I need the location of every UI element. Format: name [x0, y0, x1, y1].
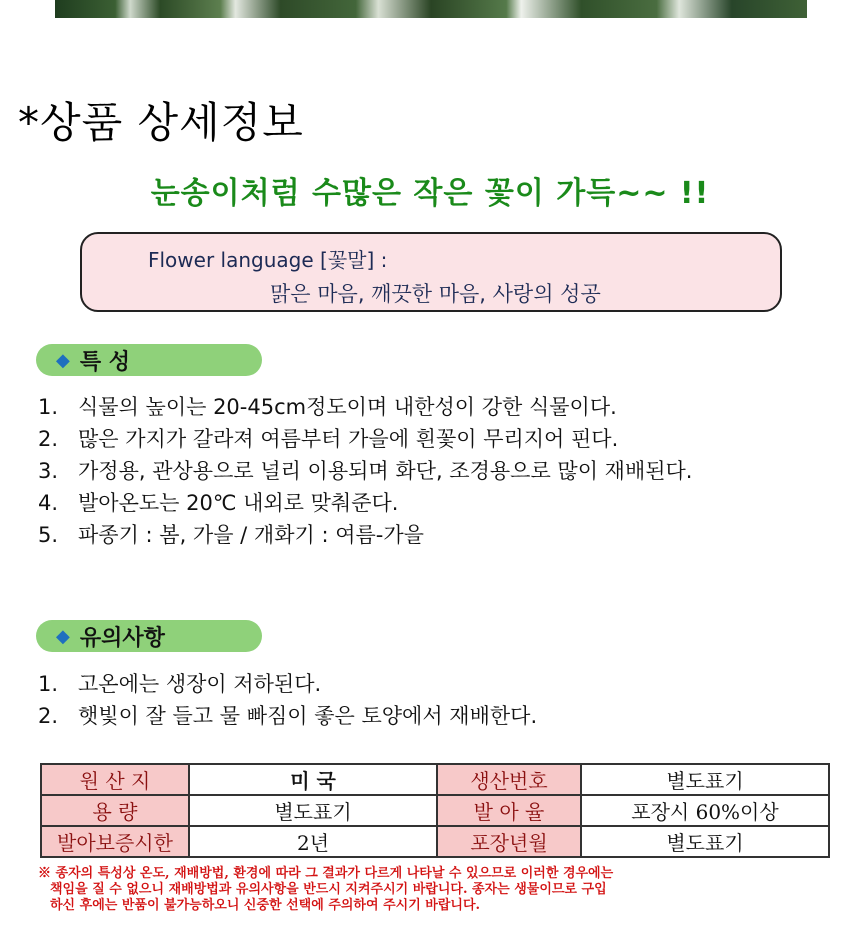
list-item — [38, 423, 828, 455]
list-item — [38, 668, 828, 700]
headline: 눈송이처럼 수많은 작은 꽃이 가득~~ !! — [150, 176, 710, 211]
features-heading-pill — [36, 344, 262, 376]
table-label-cell: 용 량 — [41, 795, 189, 826]
notice-line: 책임을 질 수 없으니 재배방법과 유의사항을 반드시 지켜주시기 바랍니다. 종자는 생물이므로 구입 — [50, 882, 607, 897]
notice-line: ※ 종자의 특성상 온도, 재배방법, 환경에 따라 그 결과가 다르게 나타날 수 있으므로 이러한 경우에는 — [38, 866, 614, 881]
cautions-heading: 유의사항 — [79, 625, 165, 651]
diamond-bullet-icon: ◆ — [56, 349, 70, 371]
cautions-heading-pill — [36, 620, 262, 652]
item-number: 2. — [38, 704, 59, 728]
table-label-cell: 생산번호 — [437, 764, 581, 795]
table-value-cell: 2년 — [189, 826, 437, 857]
table-value-cell: 별도표기 — [189, 795, 437, 826]
item-text: 파종기 : 봄, 가을 / 개화기 : 여름-가을 — [78, 523, 424, 547]
table-label-cell: 발 아 율 — [437, 795, 581, 826]
table-row — [41, 795, 829, 826]
section-title: *상품 상세정보 — [18, 98, 304, 147]
table-value-cell: 별도표기 — [581, 764, 829, 795]
list-item — [38, 391, 828, 423]
item-text: 고온에는 생장이 저하된다. — [78, 672, 322, 696]
item-text: 식물의 높이는 20-45cm정도이며 내한성이 강한 식물이다. — [78, 395, 617, 419]
item-number: 5. — [38, 523, 59, 547]
item-number: 2. — [38, 427, 59, 451]
product-info-table — [40, 763, 830, 858]
table-value-cell: 포장시 60%이상 — [581, 795, 829, 826]
item-text: 발아온도는 20℃ 내외로 맞춰준다. — [78, 491, 399, 515]
table-label-cell: 포장년월 — [437, 826, 581, 857]
list-item — [38, 487, 828, 519]
table-value-cell: 별도표기 — [581, 826, 829, 857]
table-row — [41, 764, 829, 795]
disclaimer-notice — [38, 866, 838, 914]
notice-line: 하신 후에는 반품이 불가능하오니 신중한 선택에 주의하여 주시기 바랍니다. — [50, 898, 481, 913]
flower-language-meaning: 맑은 마음, 깨끗한 마음, 사랑의 성공 — [270, 282, 601, 306]
item-number: 4. — [38, 491, 59, 515]
features-heading: 특 성 — [79, 349, 131, 375]
item-text: 가정용, 관상용으로 널리 이용되며 화단, 조경용으로 많이 재배된다. — [78, 459, 693, 483]
table-label-cell: 발아보증시한 — [41, 826, 189, 857]
item-number: 1. — [38, 672, 59, 696]
item-number: 1. — [38, 395, 59, 419]
list-item — [38, 519, 828, 551]
flower-language-label: Flower language [꽃말] : — [148, 248, 388, 272]
list-item — [38, 700, 828, 732]
table-row — [41, 826, 829, 857]
item-text: 햇빛이 잘 들고 물 빠짐이 좋은 토양에서 재배한다. — [78, 704, 538, 728]
item-text: 많은 가지가 갈라져 여름부터 가을에 흰꽃이 무리지어 핀다. — [78, 427, 619, 451]
table-value-cell: 미 국 — [189, 764, 437, 795]
cautions-list — [38, 668, 828, 732]
product-photo-strip — [55, 0, 807, 18]
table-label-cell: 원 산 지 — [41, 764, 189, 795]
list-item — [38, 455, 798, 487]
diamond-bullet-icon: ◆ — [56, 625, 70, 647]
flower-language-box — [80, 232, 782, 312]
item-number: 3. — [38, 459, 59, 483]
features-list — [38, 391, 828, 551]
